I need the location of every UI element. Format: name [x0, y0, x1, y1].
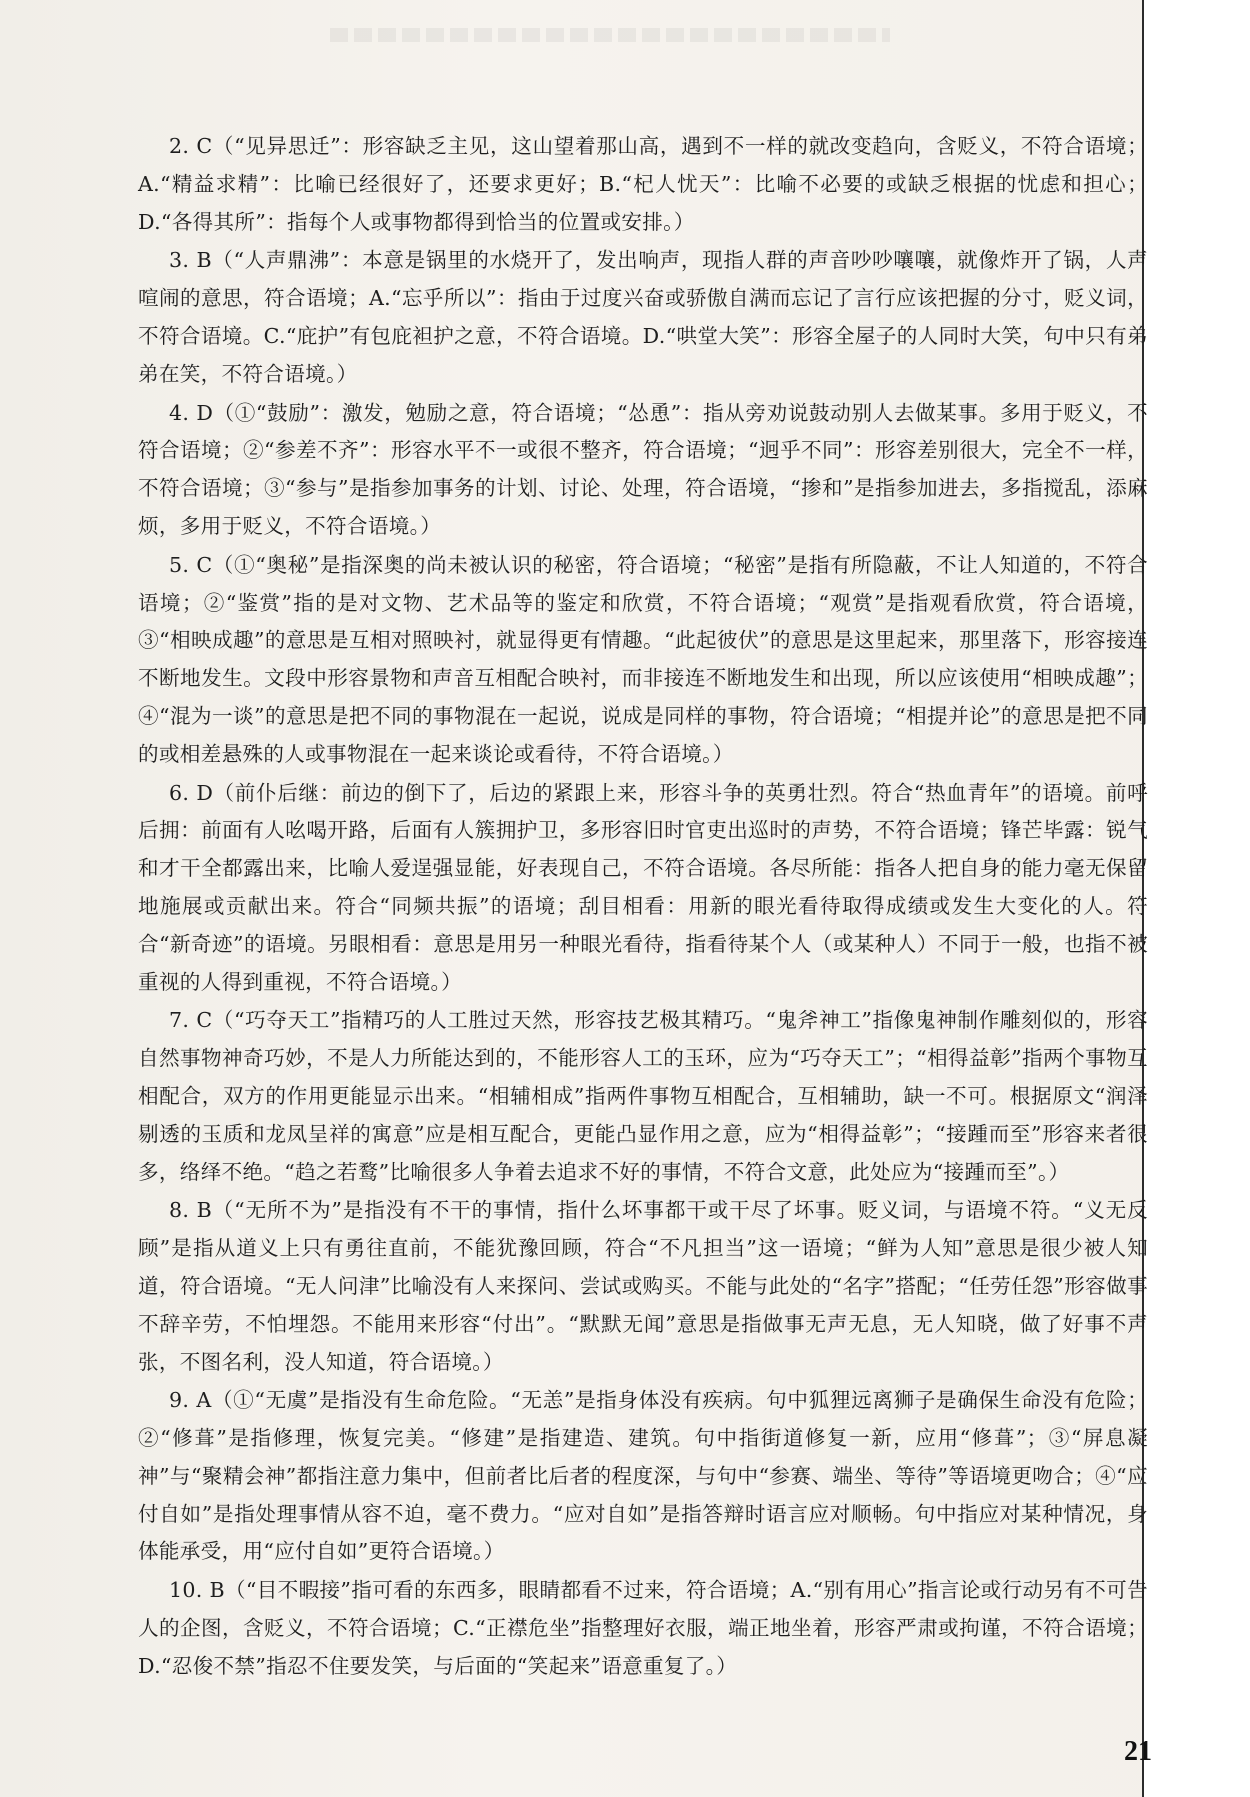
answer-item-3: 3. B（“人声鼎沸”：本意是锅里的水烧开了，发出响声，现指人群的声音吵吵嚷嚷，就像炸开了锅，人声喧闹的意思，符合语境；A.“忘乎所以”：指由于过度兴奋或骄傲自满而忘记了言行应该把握的分寸，贬义词，不符合语境。C.“庇护”有包庇袒护之意，不符合语境。D.“哄堂大笑”：形容全屋子的人同时大笑，句中只有弟弟在笑，不符合语境。）: [138, 248, 1148, 386]
faint-header-bleed: [330, 28, 890, 42]
answer-item-7: 7. C（“巧夺天工”指精巧的人工胜过天然，形容技艺极其精巧。“鬼斧神工”指像鬼神制作雕刻似的，形容自然事物神奇巧妙，不是人力所能达到的，不能形容人工的玉环，应为“巧夺天工”；“相得益彰”指两个事物互相配合，双方的作用更能显示出来。“相辅相成”指两件事物互相配合，互相辅助，缺一不可。根据原文“润泽剔透的玉质和龙凤呈祥的寓意”应是相互配合，更能凸显作用之意，应为“相得益彰”；“接踵而至”形容来者很多，络绎不绝。“趋之若鹜”比喻很多人争着去追求不好的事情，不符合文意，此处应为“接踵而至”。）: [138, 1008, 1148, 1184]
answer-item-9: 9. A（①“无虞”是指没有生命危险。“无恙”是指身体没有疾病。句中狐狸远离狮子是确保生命没有危险；②“修葺”是指修理，恢复完美。“修建”是指建造、建筑。句中指街道修复一新，应用“修葺”；③“屏息凝神”与“聚精会神”都指注意力集中，但前者比后者的程度深，与句中“参赛、端坐、等待”等语境更吻合；④“应付自如”是指处理事情从容不迫，毫不费力。“应对自如”是指答辩时语言应对顺畅。句中指应对某种情况，身体能承受，用“应付自如”更符合语境。）: [138, 1388, 1148, 1564]
answer-item-10: 10. B（“目不暇接”指可看的东西多，眼睛都看不过来，符合语境；A.“别有用心”指言论或行动另有不可告人的企图，含贬义，不符合语境；C.“正襟危坐”指整理好衣服，端正地坐着，形容严肃或拘谨，不符合语境；D.“忍俊不禁”指忍不住要发笑，与后面的“笑起来”语意重复了。）: [138, 1578, 1148, 1678]
answer-item-5: 5. C（①“奥秘”是指深奥的尚未被认识的秘密，符合语境；“秘密”是指有所隐蔽，不让人知道的，不符合语境；②“鉴赏”指的是对文物、艺术品等的鉴定和欣赏，不符合语境；“观赏”是指观看欣赏，符合语境，③“相映成趣”的意思是互相对照映衬，就显得更有情趣。“此起彼伏”的意思是这里起来，那里落下，形容接连不断地发生。文段中形容景物和声音互相配合映衬，而非接连不断地发生和出现，所以应该使用“相映成趣”；④“混为一谈”的意思是把不同的事物混在一起说，说成是同样的事物，符合语境；“相提并论”的意思是把不同的或相差悬殊的人或事物混在一起来谈论或看待，不符合语境。）: [138, 552, 1148, 766]
answer-item-6: 6. D（前仆后继：前边的倒下了，后边的紧跟上来，形容斗争的英勇壮烈。符合“热血青年”的语境。前呼后拥：前面有人吆喝开路，后面有人簇拥护卫，多形容旧时官吏出巡时的声势，不符合语境；锋芒毕露：锐气和才干全都露出来，比喻人爱逞强显能，好表现自己，不符合语境。各尽所能：指各人把自身的能力毫无保留地施展或贡献出来。符合“同频共振”的语境；刮目相看：用新的眼光看待取得成绩或发生大变化的人。符合“新奇迹”的语境。另眼相看：意思是用另一种眼光看待，指看待某个人（或某种人）不同于一般，也指不被重视的人得到重视，不符合语境。）: [138, 780, 1148, 994]
answer-item-8: 8. B（“无所不为”是指没有不干的事情，指什么坏事都干或干尽了坏事。贬义词，与语境不符。“义无反顾”是指从道义上只有勇往直前，不能犹豫回顾，符合“不凡担当”这一语境；“鲜为人知”意思是很少被人知道，符合语境。“无人问津”比喻没有人来探问、尝试或购买。不能与此处的“名字”搭配；“任劳任怨”形容做事不辞辛劳，不怕埋怨。不能用来形容“付出”。“默默无闻”意思是指做事无声无息，无人知晓，做了好事不声张，不图名利，没人知道，符合语境。）: [138, 1198, 1148, 1374]
answer-item-4: 4. D（①“鼓励”：激发，勉励之意，符合语境；“怂恿”：指从旁劝说鼓动别人去做某事。多用于贬义，不符合语境；②“参差不齐”：形容水平不一或很不整齐，符合语境；“迥乎不同”：形容差别很大，完全不一样，不符合语境；③“参与”是指参加事务的计划、讨论、处理，符合语境，“掺和”是指参加进去，多指搅乱，添麻烦，多用于贬义，不符合语境。）: [138, 400, 1148, 538]
answer-item-2: 2. C（“见异思迁”：形容缺乏主见，这山望着那山高，遇到不一样的就改变趋向，含贬义，不符合语境；A.“精益求精”：比喻已经很好了，还要求更好；B.“杞人忧天”：比喻不必要的或缺乏根据的忧虑和担心；D.“各得其所”：指每个人或事物都得到恰当的位置或安排。）: [138, 134, 1148, 234]
answer-list: [138, 128, 1148, 1687]
page-edge: [1142, 0, 1250, 1797]
page-number: 21: [1124, 1736, 1152, 1767]
